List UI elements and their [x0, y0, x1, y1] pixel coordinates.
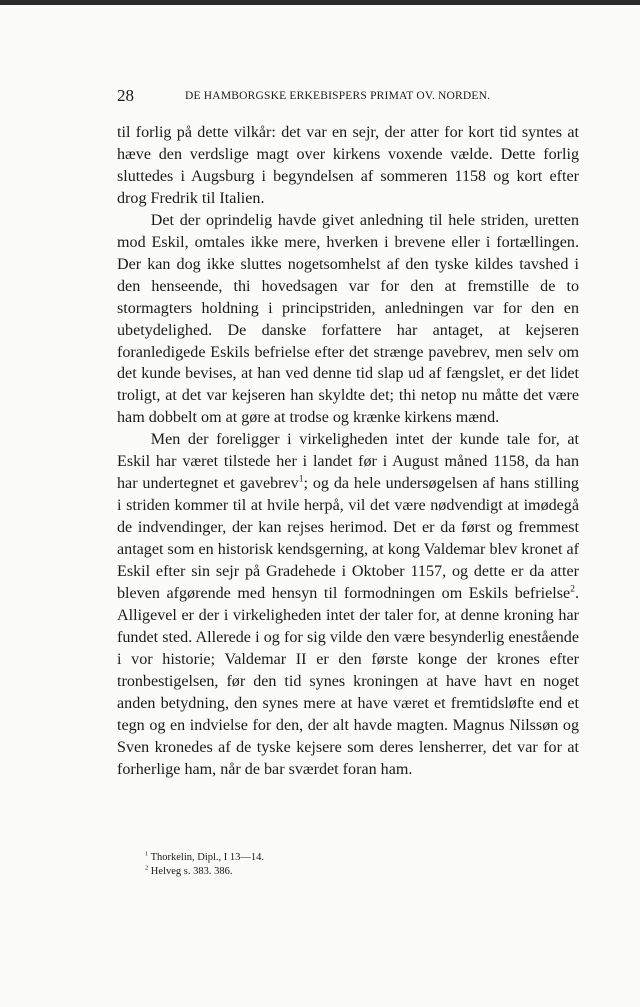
page-top-border [0, 0, 640, 5]
paragraph-3 [117, 429, 579, 780]
footnote-text: Helveg s. 383. 386. [150, 866, 233, 877]
footnote-mark: 2 [145, 864, 149, 872]
paragraph-3-part-b: ; og da hele undersøgelsen af hans stilling i striden kommer til at hvile herpå, vil det være nødvendigt at imødegå de indvendinger, der kan rejses herimod. Det er da først og fremmest antaget som en historisk kendsgerning, at kong Valdemar blev kronet af Eskil efter sin sejr på Gradehede i Oktober 1157, og dette er da atter bleven afgørende med hensyn til formodningen om Eskils befrielse [117, 475, 579, 603]
footnotes [145, 851, 545, 879]
body-text [117, 122, 579, 781]
running-title: DE HAMBORGSKE ERKEBISPERS PRIMAT OV. NORDEN. [185, 90, 491, 102]
footnote-text: Thorkelin, Dipl., I 13—14. [150, 852, 265, 863]
paragraph-1: til forlig på dette vilkår: det var en sejr, der atter for kort tid syntes at hæve den verdslige magt over kirkens voxende vælde. Dette forlig sluttedes i Augsburg i begyndelsen af sommeren 1158 og kort efter drog Fredrik til Italien. [117, 124, 579, 207]
footnote-ref-2[interactable]: 2 [570, 583, 575, 595]
page-number: 28 [117, 86, 134, 105]
footnote-2 [145, 865, 545, 879]
paragraph-3-part-a: Men der foreligger i virkeligheden intet der kunde tale for, at Eskil har været tilstede her i landet før i August måned 1158, da han har undertegnet et gavebrev [117, 431, 579, 493]
page-header [117, 86, 577, 108]
footnote-mark: 1 [145, 850, 149, 858]
paragraph-3-part-c: . Alligevel er der i virkeligheden intet der taler for, at denne kroning har fundet sted. Allerede i og for sig vilde den være besynderlig enestående i vor historie; Valdemar II er den første konge der krones efter tronbestigelsen, før den tid synes kroningen at have havt en noget anden betydning, den synes mere at have været et fremtidsløfte end et tegn og en indvielse for den, der alt havde magten. Magnus Nilssøn og Sven kronedes af de tyske kejsere som deres lensherrer, det var for at forherlige ham, når de bar sværdet foran ham. [117, 585, 579, 778]
paragraph-2: Det der oprindelig havde givet anledning til hele striden, uretten mod Eskil, omtales ikke mere, hverken i brevene eller i fortællingen. Der kan dog ikke sluttes nogetsomhelst af den tyske kildes tavshed i den henseende, thi hovedsagen var for den at fremstille de to stormagters holdning i principstriden, anledningen var for den en ubetydelighed. De danske forfattere har antaget, at kejseren foranledigede Eskils befrielse efter det strænge pavebrev, men selv om det kunde bevises, at han ved denne tid slap ud af fængslet, er det lidet troligt, at det var kejseren han skyldte det; thi netop nu måtte det være ham dobbelt om at gøre at trodse og krænke kirkens mænd. [117, 211, 579, 427]
footnote-1 [145, 851, 545, 865]
footnote-ref-1[interactable]: 1 [298, 473, 304, 485]
